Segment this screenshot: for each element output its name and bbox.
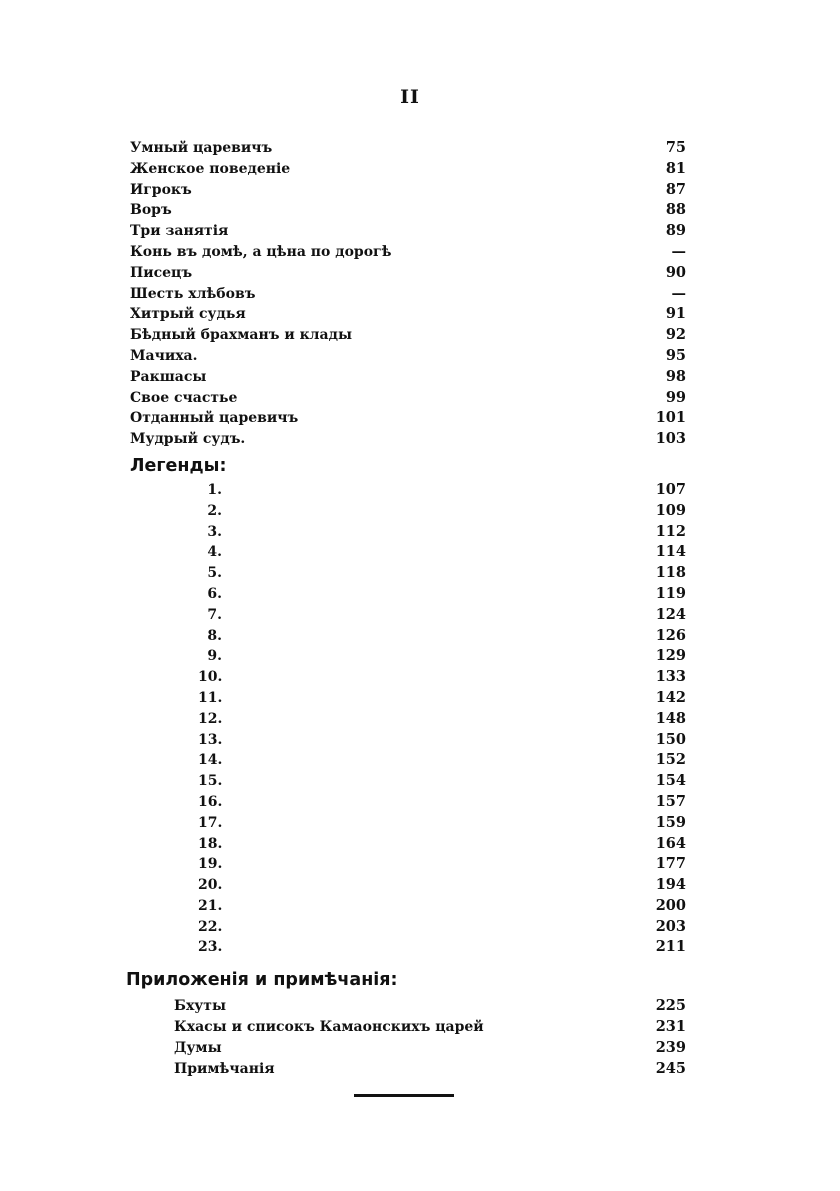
story-entry-page: 95 <box>665 346 686 364</box>
appendix-list <box>130 996 686 1079</box>
story-entry <box>130 408 686 429</box>
legend-entry-page: 148 <box>655 709 686 727</box>
story-entry-page: 98 <box>665 367 686 385</box>
legend-entry <box>130 750 686 771</box>
story-entry-page: 87 <box>665 180 686 198</box>
legend-entry <box>130 626 686 647</box>
story-entry-page: 101 <box>655 409 686 427</box>
legend-entry-page: 211 <box>655 938 686 956</box>
legend-entry <box>130 813 686 834</box>
legend-entry-page: 109 <box>655 501 686 519</box>
story-entry-page: 90 <box>665 263 686 281</box>
story-entry-title: Шесть хлѣбовъ <box>130 285 256 302</box>
story-entry <box>130 242 686 263</box>
appendix-entry-title: Думы <box>174 1039 222 1056</box>
legend-entry-page: 150 <box>655 730 686 748</box>
legend-entry <box>130 896 686 917</box>
legend-entry-title: 18. <box>198 835 223 852</box>
legend-entry-page: 152 <box>655 751 686 769</box>
legend-entry-page: 203 <box>655 917 686 935</box>
story-entry <box>130 263 686 284</box>
legend-entry-title: 23. <box>198 939 223 956</box>
legend-entry <box>130 875 686 896</box>
legend-entry-page: 126 <box>655 626 686 644</box>
stories-list <box>130 138 686 450</box>
appendix-heading: Приложенія и примѣчанія: <box>126 970 398 991</box>
story-entry-title: Игрокъ <box>130 181 192 198</box>
legend-entry-title: 10. <box>198 669 223 686</box>
story-entry-title: Бѣдный брахманъ и клады <box>130 327 352 344</box>
story-entry <box>130 221 686 242</box>
legend-entry-title: 5. <box>207 565 222 582</box>
page-number: II <box>400 86 420 108</box>
legend-entry <box>130 688 686 709</box>
story-entry-page: 75 <box>665 139 686 156</box>
appendix-entry-page: 239 <box>655 1038 686 1056</box>
story-entry-page: — <box>671 242 686 260</box>
appendix-entry-title: Бхуты <box>174 998 226 1015</box>
legend-entry-page: 200 <box>655 896 686 914</box>
legends-list <box>130 480 686 958</box>
legend-entry-title: 20. <box>198 877 223 894</box>
legend-entry-page: 107 <box>655 480 686 498</box>
appendix-entry-title: Кхасы и списокъ Камаонскихъ царей <box>174 1019 484 1036</box>
legend-entry-title: 6. <box>207 585 222 602</box>
story-entry <box>130 304 686 325</box>
legend-entry-page: 157 <box>655 792 686 810</box>
legend-entry-page: 194 <box>655 876 686 894</box>
legend-entry-title: 22. <box>198 918 223 935</box>
story-entry-title: Писецъ <box>130 264 193 281</box>
story-entry-title: Отданный царевичъ <box>130 410 299 427</box>
legend-entry-title: 4. <box>207 544 222 561</box>
table-of-contents <box>126 138 686 1079</box>
legend-entry-title: 16. <box>198 793 223 810</box>
story-entry-page: 91 <box>665 305 686 323</box>
legend-entry-page: 119 <box>655 584 686 602</box>
appendix-entry-page: 225 <box>655 997 686 1015</box>
story-entry <box>130 159 686 180</box>
appendix-entry <box>130 1059 686 1080</box>
story-entry-title: Свое счастье <box>130 389 238 406</box>
appendix-entry-title: Примѣчанія <box>174 1060 275 1077</box>
legend-entry-title: 15. <box>198 773 223 790</box>
legend-entry-title: 8. <box>207 627 222 644</box>
legend-entry <box>130 584 686 605</box>
legend-entry-page: 114 <box>655 543 686 561</box>
legend-entry-title: 17. <box>198 814 223 831</box>
story-entry-page: 92 <box>665 326 686 344</box>
legend-entry-page: 142 <box>655 688 686 706</box>
legend-entry <box>130 854 686 875</box>
legend-entry <box>130 667 686 688</box>
legend-entry-title: 21. <box>198 897 223 914</box>
story-entry <box>130 388 686 409</box>
legends-heading: Легенды: <box>130 455 227 476</box>
legend-entry <box>130 917 686 938</box>
story-entry-title: Ракшасы <box>130 368 207 385</box>
story-entry <box>130 138 686 159</box>
legend-entry-page: 154 <box>655 772 686 790</box>
legend-entry-page: 118 <box>655 564 686 582</box>
legend-entry <box>130 792 686 813</box>
legend-entry-title: 1. <box>207 481 222 498</box>
story-entry <box>130 429 686 450</box>
legend-entry-page: 129 <box>655 647 686 665</box>
legend-entry-page: 164 <box>655 834 686 852</box>
story-entry <box>130 346 686 367</box>
legend-entry <box>130 730 686 751</box>
story-entry-page: 89 <box>665 222 686 240</box>
legend-entry-page: 133 <box>655 668 686 686</box>
legend-entry <box>130 542 686 563</box>
story-entry-title: Воръ <box>130 202 172 219</box>
appendix-entry <box>130 996 686 1017</box>
legend-entry <box>130 522 686 543</box>
legend-entry <box>130 771 686 792</box>
story-entry <box>130 367 686 388</box>
legend-entry <box>130 834 686 855</box>
legend-entry <box>130 709 686 730</box>
story-entry-title: Хитрый судья <box>130 306 246 323</box>
story-entry <box>130 284 686 305</box>
legend-entry <box>130 937 686 958</box>
legend-entry-title: 12. <box>198 710 223 727</box>
story-entry-page: 103 <box>655 430 686 448</box>
story-entry-page: — <box>671 284 686 302</box>
story-entry <box>130 325 686 346</box>
legend-entry-title: 9. <box>207 648 222 665</box>
story-entry-title: Женское поведеніе <box>130 160 291 177</box>
legend-entry-page: 124 <box>655 605 686 623</box>
legend-entry <box>130 563 686 584</box>
legend-entry-title: 11. <box>198 689 223 706</box>
legend-entry-title: 14. <box>198 752 223 769</box>
story-entry-title: Умный царевичъ <box>130 140 273 156</box>
story-entry-page: 88 <box>665 201 686 219</box>
story-entry-page: 99 <box>665 388 686 406</box>
appendix-entry-page: 245 <box>655 1059 686 1077</box>
appendix-entry <box>130 1017 686 1038</box>
legend-entry <box>130 605 686 626</box>
story-entry <box>130 200 686 221</box>
story-entry-title: Мачиха. <box>130 347 198 364</box>
appendix-entry <box>130 1038 686 1059</box>
legend-entry-title: 3. <box>207 523 222 540</box>
story-entry <box>130 180 686 201</box>
story-entry-title: Мудрый судъ. <box>130 431 246 448</box>
legend-entry <box>130 646 686 667</box>
legend-entry-title: 2. <box>207 502 222 519</box>
story-entry-title: Конь въ домѣ, а цѣна по дорогѣ <box>130 243 392 260</box>
legend-entry-title: 7. <box>207 606 222 623</box>
legend-entry-title: 19. <box>198 856 223 873</box>
appendix-entry-page: 231 <box>655 1018 686 1036</box>
legend-entry-page: 112 <box>655 522 686 540</box>
story-entry-page: 81 <box>665 159 686 177</box>
legend-entry <box>130 480 686 501</box>
legend-entry-title: 13. <box>198 731 223 748</box>
legend-entry-page: 177 <box>655 855 686 873</box>
legend-entry-page: 159 <box>655 813 686 831</box>
story-entry-title: Три занятія <box>130 223 229 240</box>
legend-entry <box>130 501 686 522</box>
closing-rule <box>354 1094 454 1097</box>
